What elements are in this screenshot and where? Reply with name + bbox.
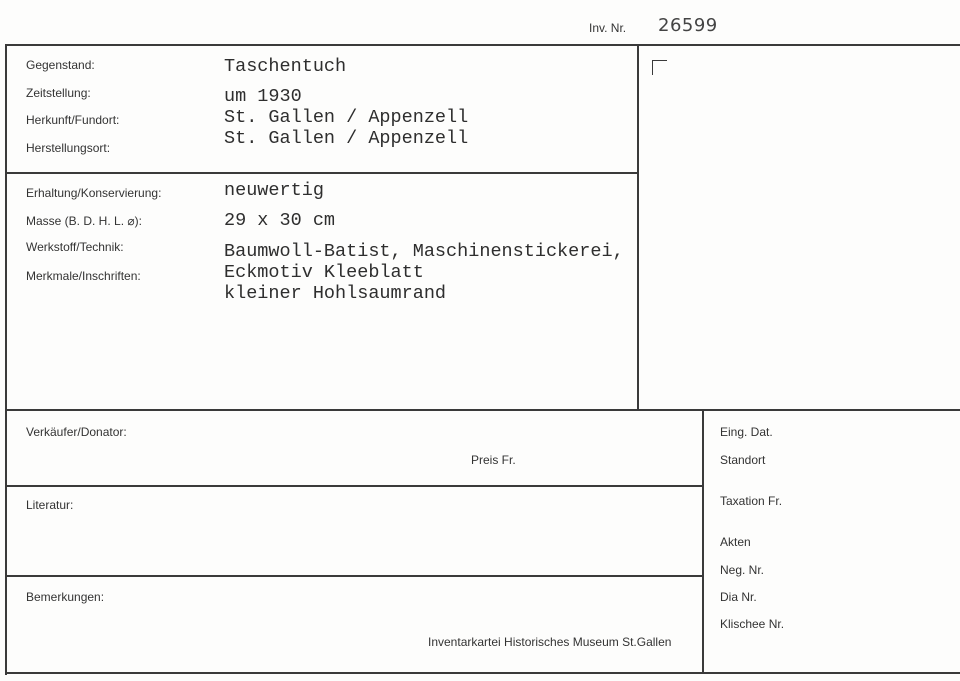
label-akten: Akten: [720, 535, 751, 549]
value-gegenstand: Taschentuch: [224, 56, 347, 77]
card-footer: Inventarkartei Historisches Museum St.Gallen: [428, 635, 672, 649]
label-bemerkungen: Bemerkungen:: [26, 590, 105, 604]
label-literatur: Literatur:: [26, 498, 74, 512]
value-erhaltung: neuwertig: [224, 180, 324, 201]
label-preis: Preis Fr.: [471, 453, 516, 467]
label-verkaeufer: Verkäufer/Donator:: [26, 425, 127, 439]
value-herstellungsort: St. Gallen / Appenzell: [224, 128, 469, 149]
literatur-divider: [5, 485, 702, 487]
inv-number: 26599: [658, 15, 718, 36]
value-zeitstellung: um 1930: [224, 86, 302, 107]
label-taxation: Taxation Fr.: [720, 494, 783, 508]
label-eing-dat: Eing. Dat.: [720, 425, 773, 439]
value-werkstoff-line1: Baumwoll-Batist, Maschinenstickerei,: [224, 241, 624, 262]
label-dia-nr: Dia Nr.: [720, 590, 757, 604]
value-masse: 29 x 30 cm: [224, 210, 336, 231]
right-column-divider: [702, 409, 704, 673]
bemerkungen-divider: [5, 575, 702, 577]
label-klischee-nr: Klischee Nr.: [720, 617, 785, 631]
value-werkstoff-line2: Eckmotiv Kleeblatt: [224, 262, 424, 283]
label-herkunft: Herkunft/Fundort:: [26, 113, 120, 127]
left-rule: [5, 44, 7, 675]
inv-label: Inv. Nr.: [589, 21, 627, 35]
label-zeitstellung: Zeitstellung:: [26, 86, 91, 100]
value-herkunft: St. Gallen / Appenzell: [224, 107, 469, 128]
label-merkmale: Merkmale/Inschriften:: [26, 269, 141, 283]
label-erhaltung: Erhaltung/Konservierung:: [26, 186, 162, 200]
value-werkstoff-line3: kleiner Hohlsaumrand: [224, 283, 447, 304]
label-standort: Standort: [720, 453, 766, 467]
photo-box-divider: [637, 44, 639, 410]
label-gegenstand: Gegenstand:: [26, 58, 95, 72]
top-rule: [5, 44, 960, 46]
section1-divider: [5, 172, 638, 174]
label-neg-nr: Neg. Nr.: [720, 563, 765, 577]
bottom-rule: [5, 672, 960, 674]
photo-corner-mark: [652, 60, 667, 75]
middle-rule: [5, 409, 960, 411]
label-masse: Masse (B. D. H. L. ⌀):: [26, 214, 142, 228]
label-werkstoff: Werkstoff/Technik:: [26, 240, 124, 254]
label-herstellungsort: Herstellungsort:: [26, 141, 111, 155]
